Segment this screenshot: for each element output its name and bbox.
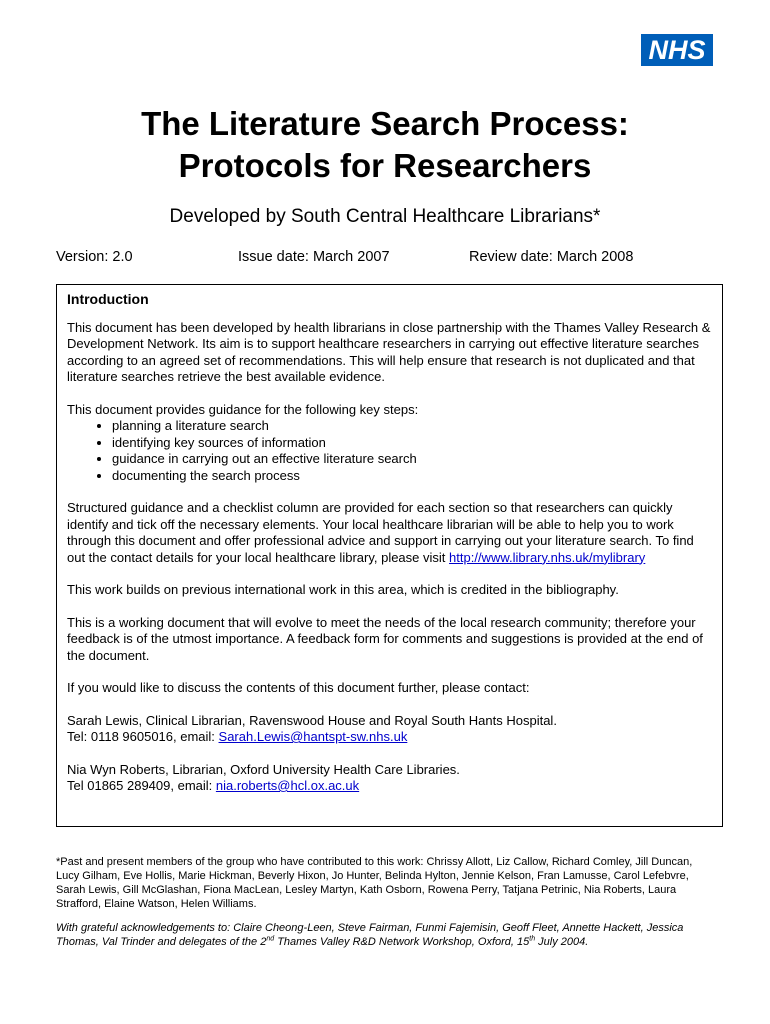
contact-2-email-link[interactable]: nia.roberts@hcl.ox.ac.uk bbox=[215, 778, 360, 793]
list-item: • planning a literature search bbox=[112, 418, 712, 435]
version: Version: 2.0 bbox=[56, 249, 133, 265]
title-line-1: The Literature Search Process: bbox=[141, 105, 629, 142]
issue-date: Issue date: March 2007 bbox=[238, 249, 390, 265]
intro-paragraph-5: This is a working document that will evolve to meet the needs of the local research community; therefore your feedback is of the utmost importance. A feedback form for comments and suggestions is provided at the end of the document. bbox=[67, 614, 703, 663]
list-item: • guidance in carrying out an effective literature search bbox=[112, 451, 712, 468]
paragraph-3-text: Structured guidance and a checklist column are provided for each section so that researchers can quickly identify and tick off the necessary elements. Your local healthcare librarian will be able to help you to work through this document and offer professional advice and support in carrying out your literature search. To find out the contact details for your local healthcare library, please visit bbox=[67, 500, 694, 565]
contact-2-tel: Tel 01865 289409, email: bbox=[67, 778, 216, 793]
introduction-heading: Introduction bbox=[67, 291, 149, 307]
review-date: Review date: March 2008 bbox=[469, 249, 634, 265]
intro-paragraph-4: This work builds on previous international work in this area, which is credited in the bibliography. bbox=[67, 582, 619, 597]
contact-1-email-link[interactable]: Sarah.Lewis@hantspt-sw.nhs.uk bbox=[218, 729, 408, 744]
document-title bbox=[0, 103, 770, 187]
contact-nia-roberts bbox=[67, 762, 712, 795]
ack-part-1: With grateful acknowledgements to: Claire Cheong-Leen, Steve Fairman, Funmi Fajemisin, Geoff Fleet, Annette Hackett, Jessica Thomas, Val Trinder and delegates of the 2 bbox=[56, 922, 684, 948]
ack-part-3: July 2004. bbox=[535, 936, 589, 948]
ack-sup-1: nd bbox=[266, 935, 275, 943]
contact-1-tel: Tel: 0118 9605016, email: bbox=[67, 729, 219, 744]
introduction-box bbox=[56, 284, 723, 827]
key-steps-list bbox=[67, 418, 712, 484]
ack-part-2: Thames Valley R&D Network Workshop, Oxford, 15 bbox=[274, 936, 530, 948]
list-item: • documenting the search process bbox=[112, 468, 712, 485]
mylibrary-link[interactable]: http://www.library.nhs.uk/mylibrary bbox=[449, 549, 646, 565]
nhs-logo: NHS bbox=[641, 34, 713, 66]
intro-paragraph-6: If you would like to discuss the contents of this document further, please contact: bbox=[67, 680, 530, 695]
title-line-2: Protocols for Researchers bbox=[178, 147, 592, 184]
contact-2-name: Nia Wyn Roberts, Librarian, Oxford University Health Care Libraries. bbox=[67, 761, 460, 777]
intro-paragraph-1: This document has been developed by health librarians in close partnership with the Thames Valley Research & Development Network. Its aim is to support healthcare researchers in carrying out effective literature searches according to an agreed set of recommendations. This will help ensure that research is not duplicated and that literature searches retrieve the best available evidence. bbox=[67, 319, 711, 384]
acknowledgements bbox=[56, 921, 716, 949]
ack-sup-2: th bbox=[529, 935, 536, 943]
contact-sarah-lewis bbox=[67, 713, 712, 746]
list-item: • identifying key sources of information bbox=[112, 435, 712, 452]
subtitle: Developed by South Central Healthcare Librarians* bbox=[169, 206, 601, 227]
intro-paragraph-2: This document provides guidance for the following key steps: bbox=[67, 401, 419, 417]
contact-1-name: Sarah Lewis, Clinical Librarian, Ravenswood House and Royal South Hants Hospital. bbox=[67, 712, 557, 728]
intro-paragraph-3 bbox=[67, 500, 712, 566]
contributors-footnote: *Past and present members of the group who have contributed to this work: Chrissy Allott, Liz Callow, Richard Comley, Jill Duncan, Lucy Gilham, Eve Hollis, Marie Hickman, Beverly Hixon, Jo Hunter, Belinda Hylton, Jennie Kelson, Fran Lamusse, Carol Lefebvre, Sarah Lewis, Gill McGlashan, Fiona MacLean, Lesley Martyn, Kath Osborn, Rowena Perry, Tatjana Petrinic, Nia Roberts, Laura Strafford, Elaine Watson, Helen Williams. bbox=[56, 856, 693, 910]
